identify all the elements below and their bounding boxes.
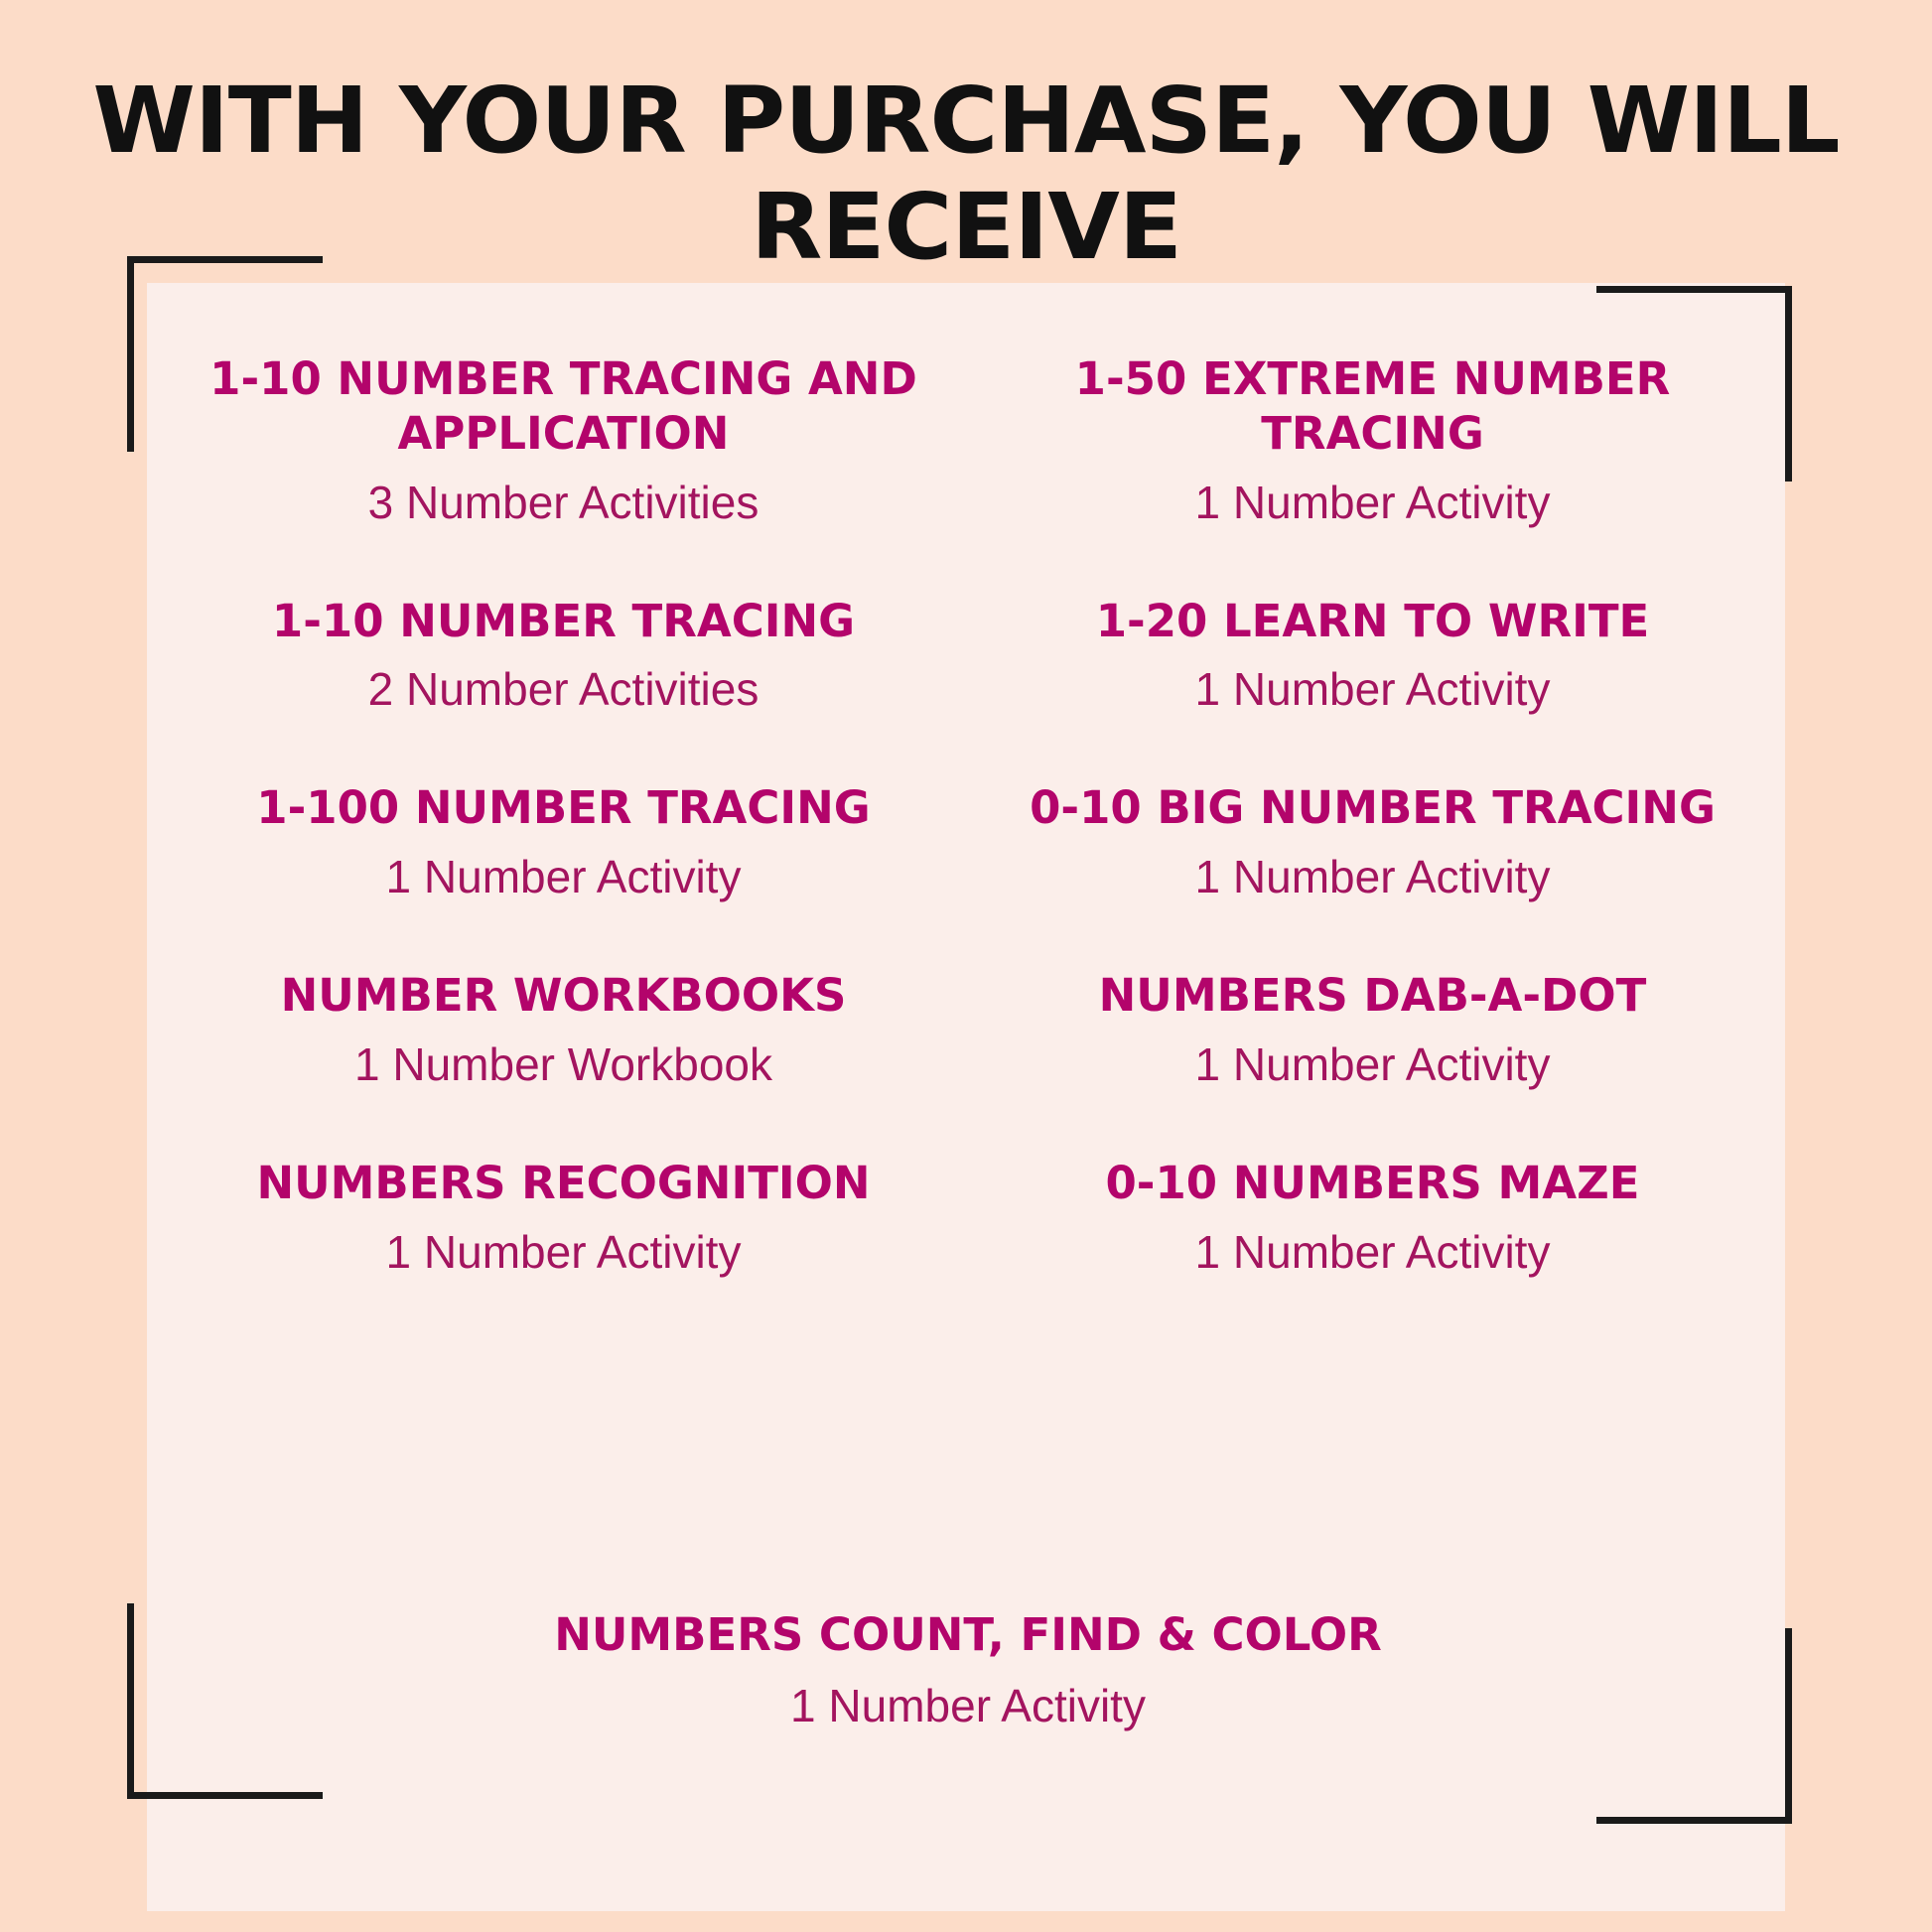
item-title: NUMBERS DAB-A-DOT: [1098, 968, 1647, 1022]
item-subtitle: 1 Number Activity: [1194, 1037, 1551, 1090]
list-item: [988, 969, 1757, 1157]
item-subtitle: 1 Number Activity: [1194, 851, 1551, 903]
items-grid: [179, 352, 1757, 1343]
item-title: 0-10 NUMBERS MAZE: [1105, 1156, 1640, 1209]
list-item: [988, 352, 1757, 595]
list-item: [179, 352, 948, 595]
item-title: 1-50 EXTREME NUMBER TRACING: [1074, 352, 1671, 460]
item-title: NUMBERS RECOGNITION: [256, 1156, 871, 1209]
item-subtitle: 1 Number Activity: [1194, 663, 1551, 716]
list-item: [179, 969, 948, 1157]
list-item: [179, 1157, 948, 1344]
item-title: NUMBERS COUNT, FIND & COLOR: [554, 1608, 1382, 1661]
item-subtitle: 1 Number Workbook: [354, 1037, 772, 1090]
list-item-footer: [179, 1608, 1757, 1736]
item-subtitle: 1 Number Activity: [790, 1679, 1146, 1731]
page-title: WITH YOUR PURCHASE, YOU WILL RECEIVE: [92, 68, 1840, 280]
list-item: [988, 1157, 1757, 1344]
item-title: 1-10 NUMBER TRACING AND APPLICATION: [209, 352, 917, 460]
item-subtitle: 2 Number Activities: [367, 663, 759, 716]
item-title: 0-10 BIG NUMBER TRACING: [1030, 781, 1716, 835]
item-subtitle: 1 Number Activity: [385, 1225, 742, 1278]
item-subtitle: 3 Number Activities: [367, 476, 759, 528]
list-item: [179, 781, 948, 969]
item-subtitle: 1 Number Activity: [385, 851, 742, 903]
item-title: 1-20 LEARN TO WRITE: [1095, 594, 1650, 647]
item-subtitle: 1 Number Activity: [1194, 476, 1551, 528]
item-title: 1-100 NUMBER TRACING: [256, 781, 871, 835]
item-title: 1-10 NUMBER TRACING: [271, 594, 856, 647]
list-item: [988, 781, 1757, 969]
item-title: NUMBER WORKBOOKS: [280, 968, 847, 1022]
list-item: [179, 595, 948, 782]
list-item: [988, 595, 1757, 782]
item-subtitle: 1 Number Activity: [1194, 1225, 1551, 1278]
